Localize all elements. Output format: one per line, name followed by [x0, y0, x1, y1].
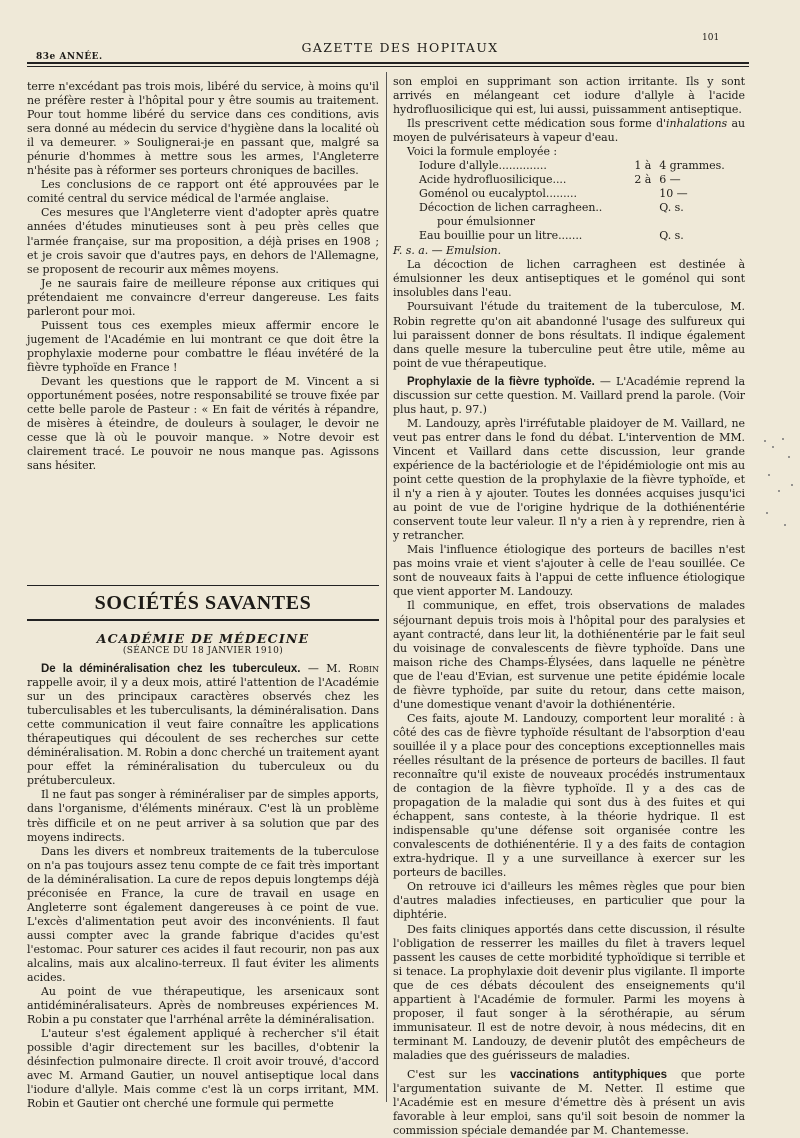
page-number: 101 [702, 33, 720, 43]
paragraph: Au point de vue thérapeutique, les arsenicaux sont antidéminéralisateurs. Après de nombreuses expériences M. Robin a pu constater que l'arrhénal arrête la déminéralisation. [27, 985, 379, 1027]
paragraph: Des faits cliniques apportés dans cette discussion, il résulte l'obligation de resserrer les mailles du filet à travers lequel passent les causes de cette morbidité typhoïdique si terrible et si tenace. La prophylaxie doit devenir plus vigilante. Il importe que de ces débats découlent des enseignements qu'il appartient à l'Académie de formuler. Parmi les moyens à proposer, il faut songer à la sérothérapie, au sérum immunisateur. Il est de notre devoir, à nous médecins, dit en terminant M. Landouzy, de devenir plutôt des empêcheurs de maladies que des guérisseurs de maladies. [393, 922, 745, 1062]
paragraph: Il communique, en effet, trois observations de malades séjournant depuis trois mois à l'hôpital pour des paralysies et ayant contracté, dans leur lit, la dothiénentérie par le fait seul du voisinage de convalescents de fièvre typhoïde. Dans une maison riche des Champs-Élysées, dans laquelle ne pénètre que de l'eau d'Evian, est survenue une petite épidémie locale de fièvre typhoïde, par suite du retour, dans cette maison, d'une domestique venant d'avoir la dothiénentérie. [393, 599, 745, 711]
emphasis-text: inhalations [666, 117, 728, 131]
section-rule-top [27, 585, 379, 586]
paragraph: Je ne saurais faire de meilleure réponse aux critiques qui prétendaient me convaincre d'erreur dangereuse. Les faits parleront pour moi. [27, 276, 379, 318]
paragraph: terre n'excédant pas trois mois, libéré du service, à moins qu'il ne préfère rester à l'hôpital pour y être soumis au traitement. Pour tout homme libéré du service dans ces conditions, avis sera donné au médecin du service d'hygiène dans la localité où il va demeurer. » Soulignerai-je en passant que, malgré sa pénurie d'hommes à mettre sous les armes, l'Angleterre n'hésite pas à réformer ses porteurs chroniques de bacilles. [27, 80, 379, 178]
paragraph: Ces mesures que l'Angleterre vient d'adopter après quatre années d'études minutieuses sont à peu près celles que l'armée française, sur ma proposition, a déjà prises en 1908 ; et je crois savoir que d'autres pays, en dehors de l'Allemagne, se proposent de recourir aux mêmes moyens. [27, 206, 379, 276]
section-rule-bottom [27, 619, 379, 621]
prescription-formula [419, 159, 745, 243]
article-heading: Prophylaxie de la fièvre typhoïde. [407, 375, 595, 388]
paragraph: Dans les divers et nombreux traitements de la tuberculose on n'a pas toujours assez tenu compte de ce fait très important de la déminéralisation. La cure de repos depuis longtemps déjà préconisée en France, la cure de travail en usage en Angleterre sont également dangereuses à ce point de vue. L'excès d'alimentation peut avoir des inconvénients. Il faut aussi compter avec la grande fabrique d'acides qu'est l'estomac. Pour saturer ces acides il faut recourir, non pas aux alcalins, mais aux alcalino-terreux. Il faut éviter les aliments acides. [27, 844, 379, 985]
formula-row: Acide hydrofluosilicique.... 2 à 6 — [419, 173, 681, 187]
left-column-article [27, 80, 379, 473]
author-name: M. Robin [326, 662, 380, 675]
column-divider [386, 72, 387, 1102]
article-heading: vaccinations antityphiques [510, 1069, 667, 1081]
header-rule-thin [27, 66, 749, 67]
paragraph: son emploi en supprimant son action irritante. Ils y sont arrivés en mélangeant cet iodure d'allyle à l'acide hydrofluosilicique qui est, lui aussi, puissamment antiseptique. [393, 75, 745, 117]
paragraph: Ces faits, ajoute M. Landouzy, comportent leur moralité : à côté des cas de fièvre typhoïde résultant de l'absorption d'eau souillée il y a place pour des conceptions exceptionnelles mais réelles résultant de la présence de porteurs de bacilles. Il faut reconnaître qu'il existe de nouveaux procédés instrumentaux de contagion de la fièvre typhoïde. Il y a des cas de propagation de la maladie qui sont dus à des fuites et qui échappent, sans conteste, à la théorie hydrique. Il est indispensable qu'une défense soit organisée contre les convalescents de dothiénentérie. Il y a des faits de contagion extra-hydrique. Il y a une surveillance à exercer sur les porteurs de bacilles. [393, 711, 745, 880]
paragraph: Poursuivant l'étude du traitement de la tuberculose, M. Robin regrette qu'on ait abandonné l'usage des sulfureux qui lui paraissent donner de bons résultats. Il indique également dans quelle mesure la tuberculine peut être utile, même au point de vue thérapeutique. [393, 300, 745, 370]
paragraph: C'est sur les vaccinations antityphiques que porte l'argumentation suivante de M. Netter. Il estime que l'Académie est en mesure d'émettre dès à présent un avis favorable à leur emploi, sans qu'il soit besoin de nommer la commission spéciale demandée par M. Chantemesse. [393, 1068, 745, 1138]
paragraph: La décoction de lichen carragheen est destinée à émulsionner les deux antiseptiques et le goménol qui sont insolubles dans l'eau. [393, 258, 745, 300]
session-date: (SÉANCE DU 18 JANVIER 1910) [122, 646, 284, 656]
paragraph: Il ne faut pas songer à réminéraliser par de simples apports, dans l'organisme, d'éléments minéraux. C'est là un problème très difficile et on ne peut arriver à sa solution que par des moyens indirects. [27, 788, 379, 844]
formula-row: Goménol ou eucalyptol......... 10 — [419, 187, 688, 201]
article-heading: De la déminéralisation chez les tuberculeux. [41, 663, 301, 675]
formula-row: Décoction de lichen carragheen.. Q. s. [419, 201, 684, 215]
paragraph: Puissent tous ces exemples mieux affermir encore le jugement de l'Académie en lui montrant ce que doit être la prophylaxie moderne pour combattre le fléau invétéré de la fièvre typhoïde en France ! [27, 318, 379, 374]
header-rule-thick [27, 62, 749, 64]
paragraph: Voici la formule employée : [407, 145, 558, 159]
journal-title: GAZETTE DES HOPITAUX [301, 40, 499, 55]
academy-heading: ACADÉMIE DE MÉDECINE [96, 631, 310, 646]
paragraph: Les conclusions de ce rapport ont été approuvées par le comité central du service médical de l'armée anglaise. [27, 178, 379, 206]
margin-specks [758, 430, 798, 540]
paragraph: M. Landouzy, après l'irréfutable plaidoyer de M. Vaillard, ne veut pas entrer dans le fond du débat. L'intervention de MM. Vincent et Vaillard dans cette discussion, leur grande expérience de la bactériologie et de l'épidémiologie ont mis au point cette question de la prophylaxie de la fièvre typhoïde, et il n'y a rien à y ajouter. Toutes les données acquises jusqu'ici au point de vue de l'origine hydrique de la dothiénentérie conservent toute leur valeur. Il n'y a rien à y reprendre, rien à y retrancher. [393, 416, 745, 543]
paragraph: On retrouve ici d'ailleurs les mêmes règles que pour bien d'autres maladies infectieuses, en particulier que pour la diphtérie. [393, 880, 745, 922]
formula-row: pour émulsionner [437, 215, 535, 229]
paragraph: Devant les questions que le rapport de M. Vincent a si opportunément posées, notre responsabilité se trouve fixée par cette belle parole de Pasteur : « En fait de vérités à répandre, de misères à éteindre, de douleurs à soulager, le devoir ne cesse que là où le pouvoir manque. » Notre devoir est clairement tracé. Le pouvoir ne nous manque pas. Agissons sans hésiter. [27, 374, 379, 473]
demineralisation-article: De la déminéralisation chez les tuberculeux. — M. Robin rappelle avoir, il y a deux mois, attiré l'attention de l'Académie sur un des principaux caractères observés chez les tuberculisables et les tuberculisants, la déminéralisation. Dans cette communication il veut faire connaître les applications thérapeutiques qui découlent de ses recherches sur cette déminéralisation. M. Robin a donc cherché un traitement ayant pour effet la réminéralisation du tuberculeux ou du prétuberculeux. Il ne faut pas songer à réminéraliser par de simples apports, dans l'organisme, d'éléments minéraux. C'est là un problème très difficile et on ne peut arriver à sa solution que par des moyens indirects. Dans les divers et nombreux traitements de la tuberculose on n'a pas toujours assez tenu compte de ce fait très important de la déminéralisation. La cure de repos depuis longtemps déjà préconisée en France, la cure de travail en usage en Angleterre sont également dangereuses à ce point de vue. L'excès d'alimentation peut avoir des inconvénients. Il faut aussi compter avec la grande fabrique d'acides qu'est l'estomac. Pour saturer ces acides il faut recourir, non pas aux alcalins, mais aux alcalino-terreux. Il faut éviter les aliments acides. Au point de vue thérapeutique, les arsenicaux sont antidéminéralisateurs. Après de nombreuses expériences M. Robin a pu constater que l'arrhénal arrête la déminéralisation. L'auteur s'est également appliqué à rechercher s'il était possible d'agir directement sur les bacilles, d'obtenir la désinfection pulmonaire directe. Il croit avoir trouvé, d'accord avec M. Armand Gautier, un nouvel antiseptique local dans l'iodure d'allyle. Mais comme c'est là un corps irritant, MM. Robin et Gautier ont cherché une formule qui permette [27, 662, 380, 1111]
section-title: SOCIÉTÉS SAVANTES [94, 592, 312, 614]
paragraph-text: rappelle avoir, il y a deux mois, attiré l'attention de l'Académie sur un des principaux caractères observés chez les tuberculisables et les tuberculisants, la déminéralisation. Dans cette communication il veut faire connaître les applications thérapeutiques qui découlent de ses recherches sur cette déminéralisation. M. Robin a donc cherché un traitement ayant pour effet la réminéralisation du tuberculeux ou du prétuberculeux. [27, 676, 379, 788]
formula-row: Eau bouillie pour un litre....... Q. s. [419, 229, 684, 243]
paragraph: Ils prescrivent cette médication sous forme d'inhalations au moyen de pulvérisateurs à vapeur d'eau. [393, 117, 745, 145]
year-label: 83e ANNÉE. [36, 52, 103, 62]
paragraph: Prophylaxie de la fièvre typhoïde. — L'Académie reprend la discussion sur cette question. M. Vaillard prend la parole. (Voir plus haut, p. 97.) [393, 374, 745, 416]
paragraph: L'auteur s'est également appliqué à rechercher s'il était possible d'agir directement sur les bacilles, d'obtenir la désinfection pulmonaire directe. Il croit avoir trouvé, d'accord avec M. Armand Gautier, un nouvel antiseptique local dans l'iodure d'allyle. Mais comme c'est là un corps irritant, MM. Robin et Gautier ont cherché une formule qui permette [27, 1027, 379, 1111]
formula-instruction: F. s. a. — Emulsion. [393, 244, 502, 258]
right-column [393, 75, 745, 1138]
formula-row: Iodure d'allyle.............. 1 à 4 grammes. [419, 159, 725, 173]
paragraph: Mais l'influence étiologique des porteurs de bacilles n'est pas moins vraie et vient s'ajouter à celle de l'eau souillée. Ce sont de nouveaux faits à l'appui de cette influence étiologique que vient apporter M. Landouzy. [393, 543, 745, 599]
